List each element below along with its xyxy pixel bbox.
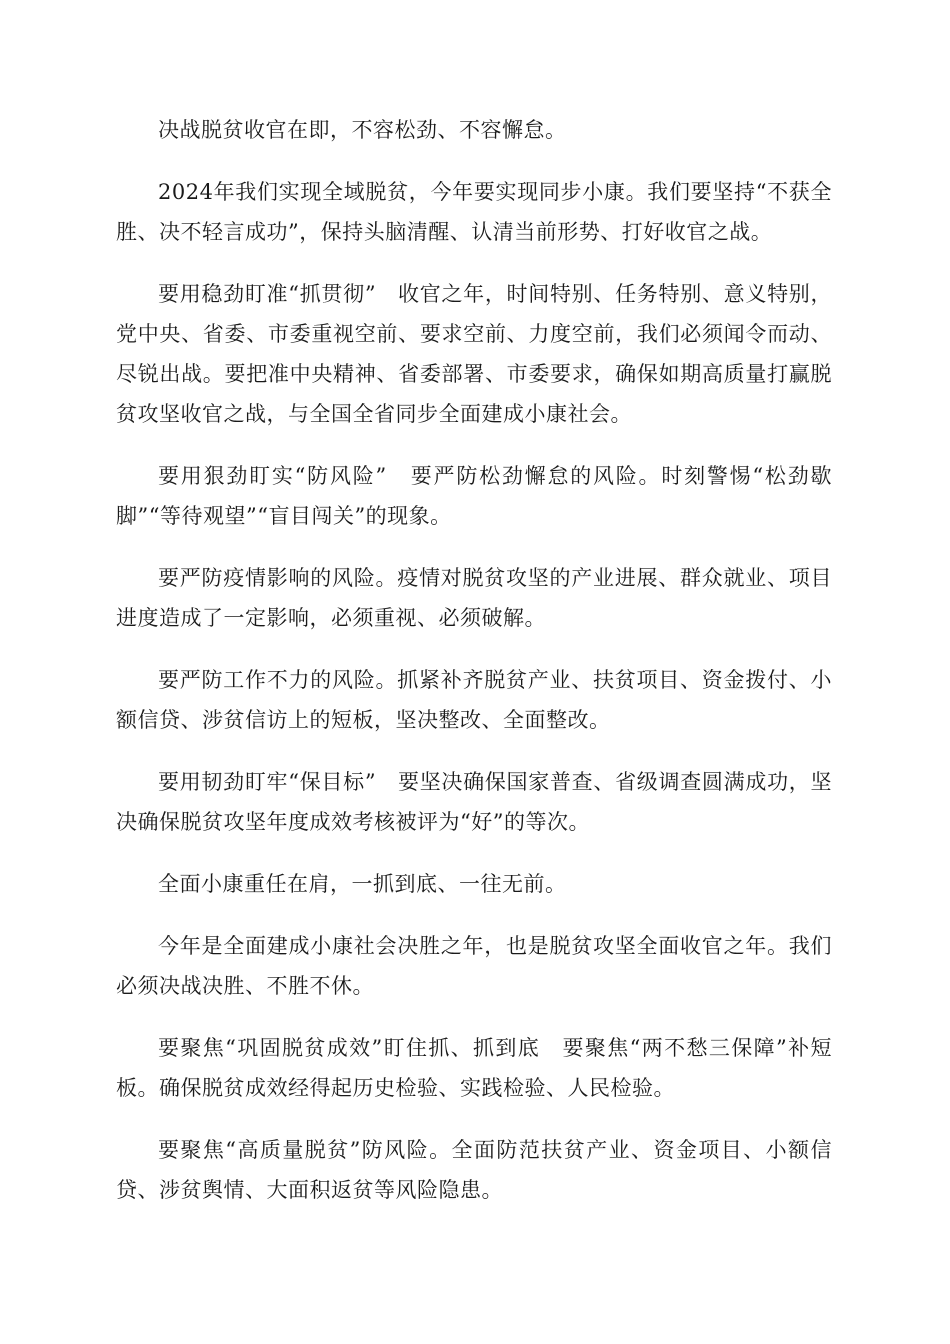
paragraph-5: 要严防疫情影响的风险。疫情对脱贫攻坚的产业进展、群众就业、项目进度造成了一定影响，必须重视、必须破解。 (116, 566, 832, 630)
paragraph-10: 要聚焦“巩固脱贫成效”盯住抓、抓到底 要聚焦“两不愁三保障”补短板。确保脱贫成效经得起历史检验、实践检验、人民检验。 (116, 1036, 832, 1100)
paragraph-8: 全面小康重任在肩，一抓到底、一往无前。 (158, 872, 567, 896)
paragraph-4: 要用狠劲盯实“防风险” 要严防松劲懈怠的风险。时刻警惕“松劲歇脚”“等待观望”“盲目闯关”的现象。 (116, 464, 832, 528)
paragraph-6: 要严防工作不力的风险。抓紧补齐脱贫产业、扶贫项目、资金拨付、小额信贷、涉贫信访上的短板，坚决整改、全面整改。 (116, 668, 832, 732)
paragraph-11: 要聚焦“高质量脱贫”防风险。全面防范扶贫产业、资金项目、小额信贷、涉贫舆情、大面积返贫等风险隐患。 (116, 1138, 832, 1202)
paragraph-9: 今年是全面建成小康社会决胜之年，也是脱贫攻坚全面收官之年。我们必须决战决胜、不胜不休。 (116, 934, 832, 998)
paragraph-7: 要用韧劲盯牢“保目标” 要坚决确保国家普查、省级调查圆满成功，坚决确保脱贫攻坚年度成效考核被评为“好”的等次。 (116, 770, 832, 834)
paragraph-3: 要用稳劲盯准“抓贯彻” 收官之年，时间特别、任务特别、意义特别，党中央、省委、市委重视空前、要求空前、力度空前，我们必须闻令而动、尽锐出战。要把准中央精神、省委部署、市委要求，确保如期高质量打赢脱贫攻坚收官之战，与全国全省同步全面建成小康社会。 (116, 282, 832, 426)
document-body (116, 110, 832, 1232)
paragraph-2: 2024年我们实现全域脱贫，今年要实现同步小康。我们要坚持“不获全胜、决不轻言成功”，保持头脑清醒、认清当前形势、打好收官之战。 (116, 180, 832, 244)
paragraph-1: 决战脱贫收官在即，不容松劲、不容懈怠。 (158, 118, 567, 142)
